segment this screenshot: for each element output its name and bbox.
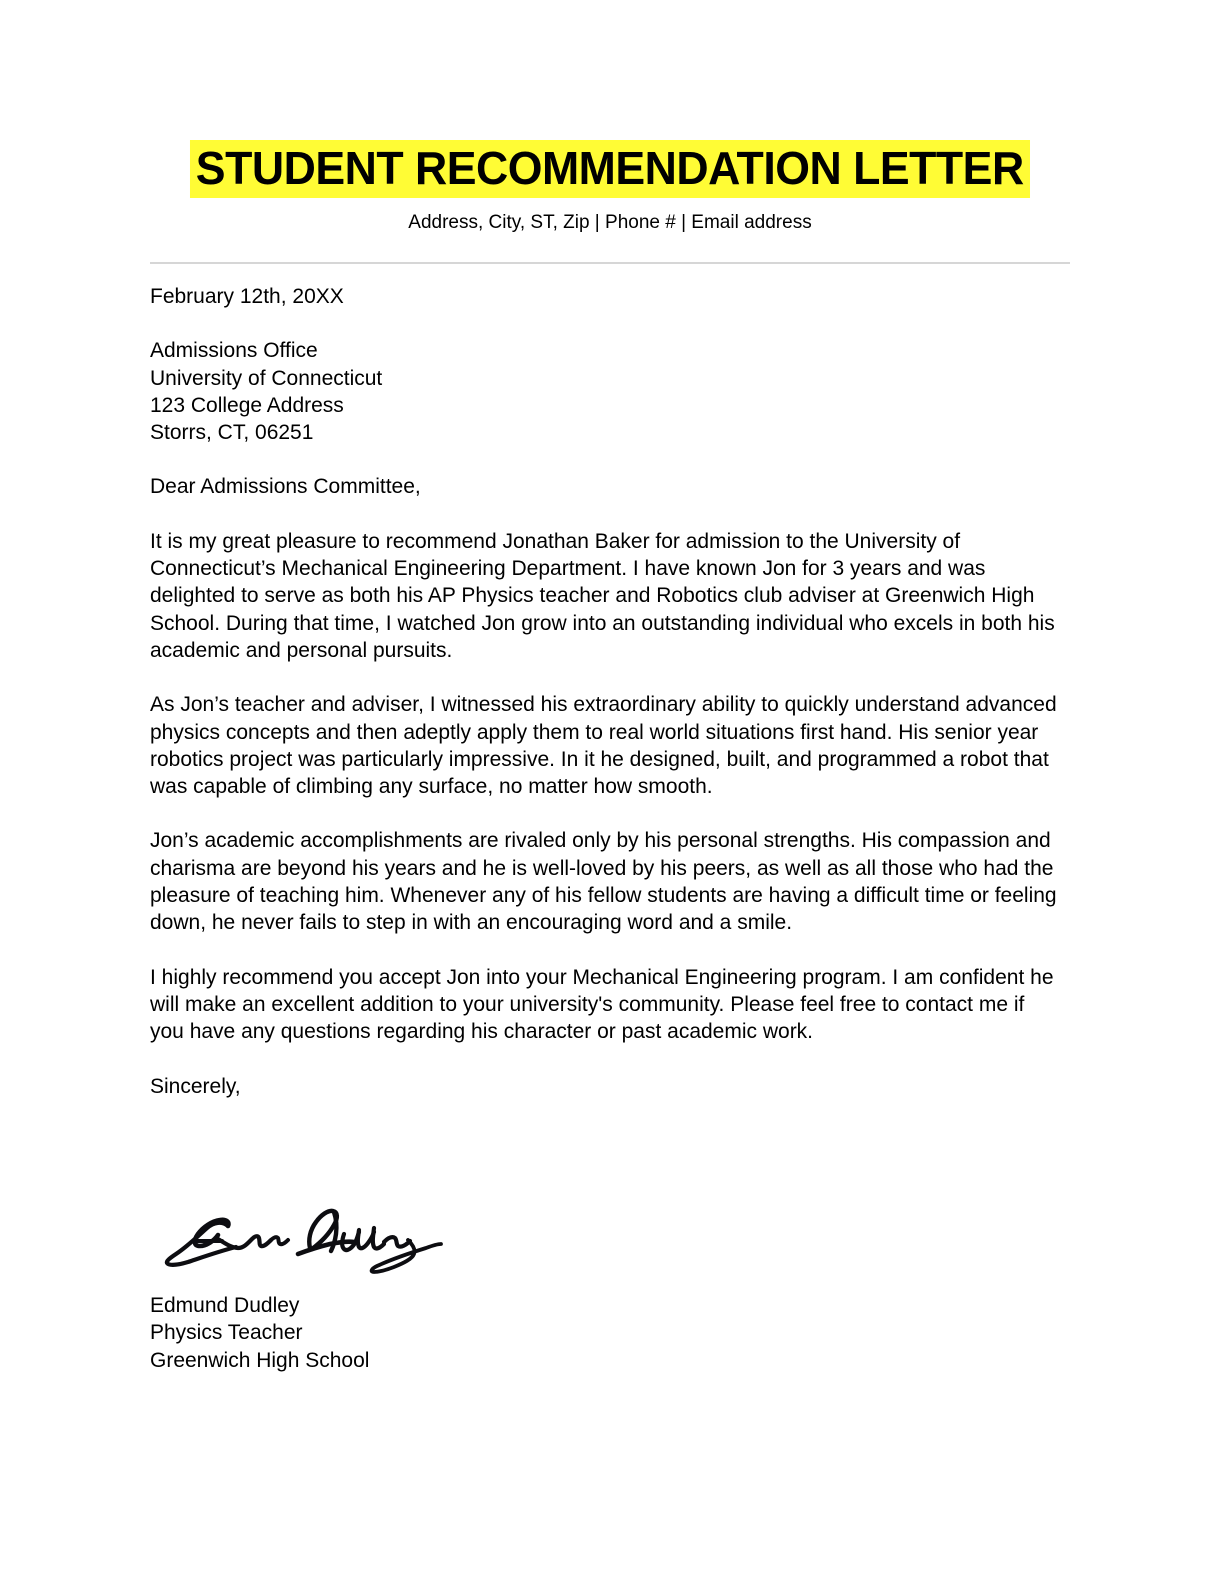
recipient-line-4: Storrs, CT, 06251 — [150, 421, 314, 445]
page-title: STUDENT RECOMMENDATION LETTER — [190, 140, 1030, 198]
contact-info-line: Address, City, ST, Zip | Phone # | Email address — [408, 212, 812, 234]
body-paragraph-4: I highly recommend you accept Jon into your Mechanical Engineering program. I am confident he will make an excellent addition to your university's community. Please feel free to contact me if you have any questions regarding his character or past academic work. — [150, 965, 1054, 1044]
signer-organization: Greenwich High School — [150, 1348, 370, 1372]
body-paragraph-3: Jon’s academic accomplishments are rivaled only by his personal strengths. His compassion and charisma are beyond his years and he is well-loved by his peers, as well as all those who had the pleasure of teaching him. Whenever any of his fellow students are having a difficult time or feeling down, he never fails to step in with an encouraging word and a smile. — [150, 829, 1057, 935]
signature-block — [150, 1292, 369, 1374]
letter-body — [150, 283, 1062, 1100]
recipient-address-block — [150, 337, 1062, 446]
header-divider — [150, 262, 1070, 264]
signature-image — [158, 1198, 458, 1278]
recipient-line-1: Admissions Office — [150, 339, 318, 363]
title-row — [150, 140, 1070, 198]
letter-date: February 12th, 20XX — [150, 285, 344, 308]
body-paragraph-2: As Jon’s teacher and adviser, I witnessed his extraordinary ability to quickly understand advanced physics concepts and then adeptly apply them to real world situations first hand. His senior year robotics project was particularly impressive. In it he designed, built, and programmed a robot that was capable of climbing any surface, no matter how smooth. — [150, 693, 1057, 799]
signer-title: Physics Teacher — [150, 1321, 303, 1345]
recipient-line-3: 123 College Address — [150, 393, 344, 417]
letterhead — [150, 140, 1070, 236]
body-paragraph-1: It is my great pleasure to recommend Jonathan Baker for admission to the University of Connecticut’s Mechanical Engineering Department. I have known Jon for 3 years and was delighted to serve as both his AP Physics teacher and Robotics club adviser at Greenwich High School. During that time, I watched Jon grow into an outstanding individual who excels in both his academic and personal pursuits. — [150, 529, 1055, 662]
salutation: Dear Admissions Committee, — [150, 475, 421, 499]
closing-salutation: Sincerely, — [150, 1074, 241, 1098]
recipient-line-2: University of Connecticut — [150, 366, 383, 390]
signer-name: Edmund Dudley — [150, 1294, 300, 1317]
